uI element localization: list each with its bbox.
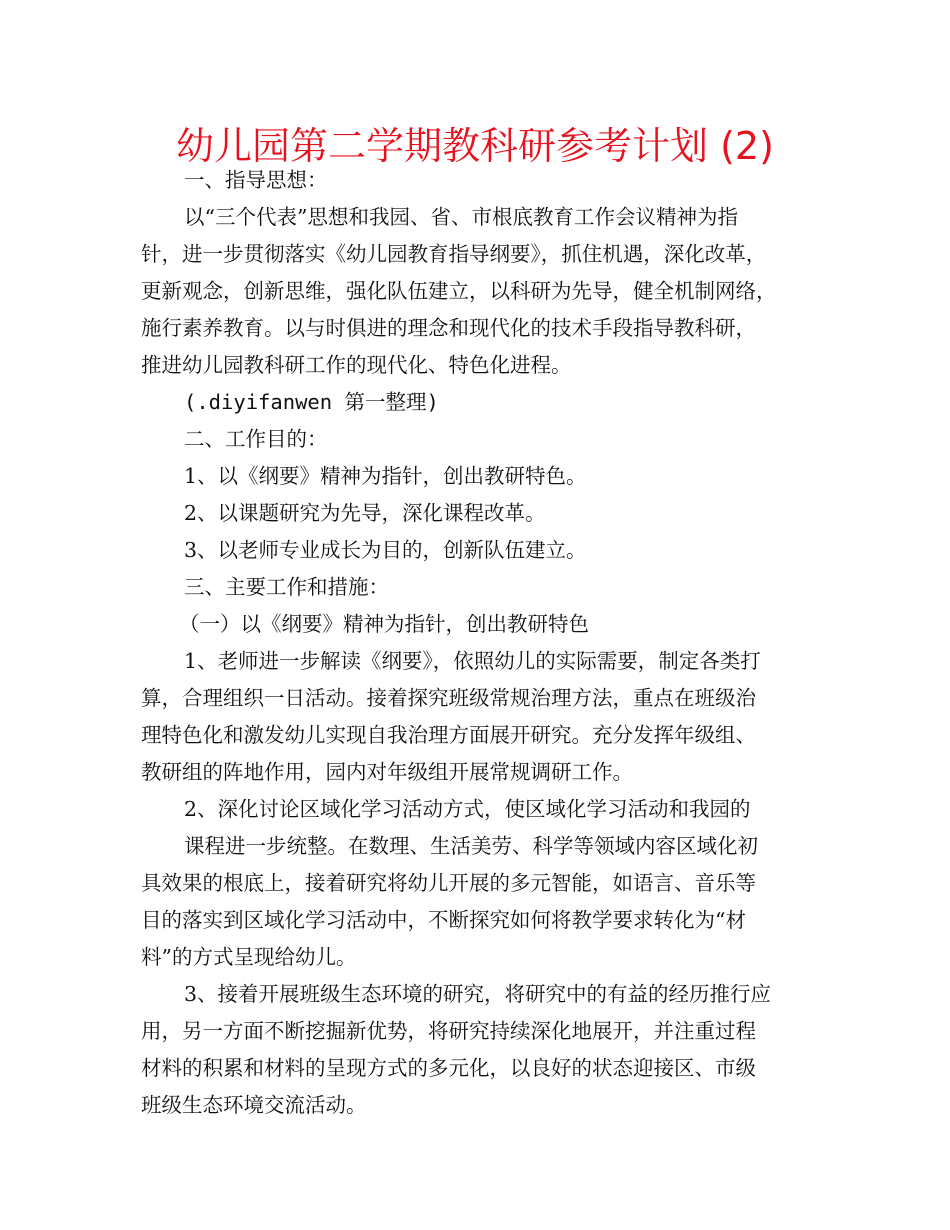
paragraph-line: 2、深化讨论区域化学习活动方式，使区域化学习活动和我园的: [184, 797, 751, 821]
paragraph-line: 更新观念，创新思维，强化队伍建立，以科研为先导，健全机制网络，: [141, 279, 777, 303]
paragraph-line: 用，另一方面不断挖掘新优势，将研究持续深化地展开，并注重过程: [141, 1019, 756, 1043]
paragraph-line: 推进幼儿园教科研工作的现代化、特色化进程。: [141, 353, 572, 377]
source-note: (.diyifanwen 第一整理): [184, 390, 439, 414]
paragraph-line: 目的落实到区域化学习活动中，不断探究如何将教学要求转化为“材: [141, 908, 746, 932]
paragraph-line: 算，合理组织一日活动。接着探究班级常规治理方法，重点在班级治: [141, 686, 756, 710]
paragraph-line: 针，进一步贯彻落实《幼儿园教育指导纲要》，抓住机遇，深化改革，: [141, 242, 767, 266]
paragraph-line: 料”的方式呈现给幼儿。: [141, 945, 357, 969]
paragraph-line: 材料的积累和材料的呈现方式的多元化，以良好的状态迎接区、市级: [141, 1056, 756, 1080]
document-title: 幼儿园第二学期教科研参考计划 (2): [176, 124, 774, 168]
paragraph-line: 施行素养教育。以与时俱进的理念和现代化的技术手段指导教科研，: [141, 316, 756, 340]
paragraph-line: 理特色化和激发幼儿实现自我治理方面展开研究。充分发挥年级组、: [141, 723, 756, 747]
section-heading: 三、主要工作和措施：: [184, 575, 389, 599]
subsection-heading: （一）以《纲要》精神为指针，创出教研特色: [179, 612, 589, 636]
paragraph-line: 以“三个代表”思想和我园、省、市根底教育工作会议精神为指: [184, 205, 738, 229]
paragraph-line: 1、老师进一步解读《纲要》，依照幼儿的实际需要，制定各类打: [184, 649, 761, 673]
paragraph-line: 课程进一步统整。在数理、生活美劳、科学等领域内容区域化初: [184, 834, 758, 858]
section-heading: 一、指导思想：: [184, 168, 328, 192]
goal-item: 3、以老师专业成长为目的，创新队伍建立。: [184, 538, 587, 562]
section-heading: 二、工作目的：: [184, 427, 328, 451]
paragraph-line: 具效果的根底上，接着研究将幼儿开展的多元智能，如语言、音乐等: [141, 871, 756, 895]
document-body: [141, 165, 831, 1121]
paragraph-line: 教研组的阵地作用，园内对年级组开展常规调研工作。: [141, 760, 633, 784]
paragraph-line: 3、接着开展班级生态环境的研究，将研究中的有益的经历推行应: [184, 982, 772, 1006]
goal-item: 1、以《纲要》精神为指针，创出教研特色。: [184, 464, 587, 488]
goal-item: 2、以课题研究为先导，深化课程改革。: [184, 501, 546, 525]
paragraph-line: 班级生态环境交流活动。: [141, 1093, 367, 1117]
